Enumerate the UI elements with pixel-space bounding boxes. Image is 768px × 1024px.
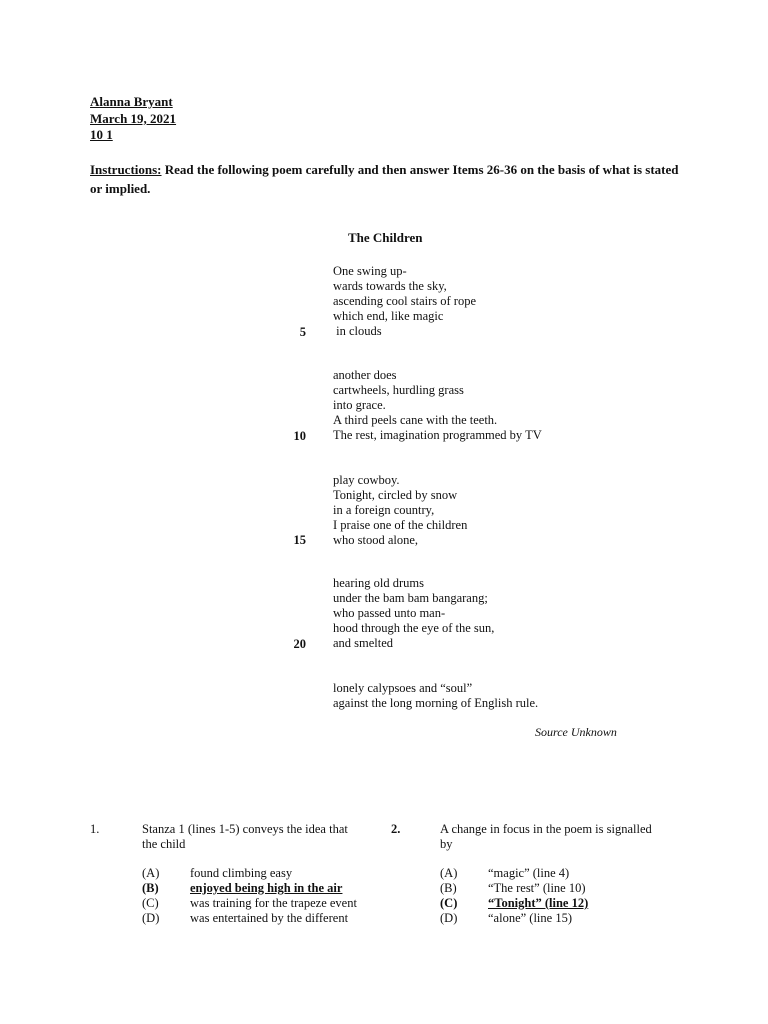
question-stem-line: Stanza 1 (lines 1-5) conveys the idea that (142, 822, 348, 836)
instructions-label: Instructions: (90, 162, 162, 177)
stanza-4 (333, 576, 494, 651)
poem-line: The rest, imagination programmed by TV (333, 428, 542, 442)
q1-option-c[interactable] (142, 896, 357, 911)
instructions (90, 160, 690, 198)
stanza-2 (333, 368, 542, 443)
option-letter: (D) (440, 911, 458, 925)
question-1-number: 1. (90, 822, 100, 836)
poem-line: against the long morning of English rule. (333, 696, 539, 710)
poem-line: who passed unto man- (333, 606, 446, 620)
poem-title: The Children (348, 230, 423, 245)
line-number-10: 10 (293, 429, 306, 443)
poem-line: play cowboy. (333, 473, 400, 487)
option-text: was training for the trapeze event (190, 896, 357, 910)
poem-line: lonely calypsoes and “soul” (333, 681, 473, 695)
option-letter: (A) (142, 866, 160, 880)
question-2-number: 2. (391, 822, 401, 836)
option-text: was entertained by the different (190, 911, 349, 925)
option-letter: (A) (440, 866, 458, 880)
stanza-3 (333, 473, 467, 548)
poem-line: under the bam bam bangarang; (333, 591, 488, 605)
poem-line: who stood alone, (333, 533, 419, 547)
question-1-stem (142, 822, 348, 852)
option-letter: (B) (440, 881, 457, 895)
q2-option-a[interactable] (440, 866, 569, 881)
student-name: Alanna Bryant (90, 94, 173, 109)
poem-line: hood through the eye of the sun, (333, 621, 495, 635)
poem-line: hearing old drums (333, 576, 424, 590)
date: March 19, 2021 (90, 111, 177, 126)
option-text: found climbing easy (190, 866, 293, 880)
poem-line: in clouds (333, 324, 382, 338)
option-text: “magic” (line 4) (488, 866, 570, 880)
stanza-5 (333, 681, 538, 711)
option-letter: (B) (142, 881, 159, 895)
poem-line: A third peels cane with the teeth. (333, 413, 498, 427)
poem-line: I praise one of the children (333, 518, 468, 532)
poem-line: into grace. (333, 398, 386, 412)
poem-source: Source Unknown (535, 725, 617, 739)
poem-line: and smelted (333, 636, 394, 650)
question-stem-line: the child (142, 837, 186, 851)
question-stem-line: A change in focus in the poem is signalled (440, 822, 652, 836)
poem-line: which end, like magic (333, 309, 444, 323)
q1-option-d[interactable] (142, 911, 348, 926)
poem-line: wards towards the sky, (333, 279, 447, 293)
option-text: “Tonight” (line 12) (488, 896, 589, 910)
q2-option-d[interactable] (440, 911, 572, 926)
poem-line: One swing up- (333, 264, 407, 278)
option-letter: (D) (142, 911, 160, 925)
question-2-stem (440, 822, 652, 852)
poem-line: cartwheels, hurdling grass (333, 383, 464, 397)
option-letter: (C) (142, 896, 159, 910)
poem-line: Tonight, circled by snow (333, 488, 458, 502)
q1-option-a[interactable] (142, 866, 292, 881)
class-label: 10 1 (90, 127, 113, 142)
instructions-text: Read the following poem carefully and then answer Items 26-36 on the basis of what is stated or implied. (90, 162, 679, 196)
option-text: enjoyed being high in the air (190, 881, 343, 895)
q1-option-b-selected[interactable] (142, 881, 342, 896)
option-letter: (C) (440, 896, 458, 910)
q2-option-c-selected[interactable] (440, 896, 588, 911)
option-text: “alone” (line 15) (488, 911, 572, 925)
poem-line: ascending cool stairs of rope (333, 294, 477, 308)
line-number-20: 20 (293, 637, 306, 651)
poem-line: another does (333, 368, 397, 382)
option-text: “The rest” (line 10) (488, 881, 586, 895)
stanza-1 (333, 264, 476, 339)
question-stem-line: by (440, 837, 453, 851)
q2-option-b[interactable] (440, 881, 586, 896)
poem-line: in a foreign country, (333, 503, 435, 517)
line-number-15: 15 (293, 533, 306, 547)
line-number-5: 5 (299, 325, 306, 339)
